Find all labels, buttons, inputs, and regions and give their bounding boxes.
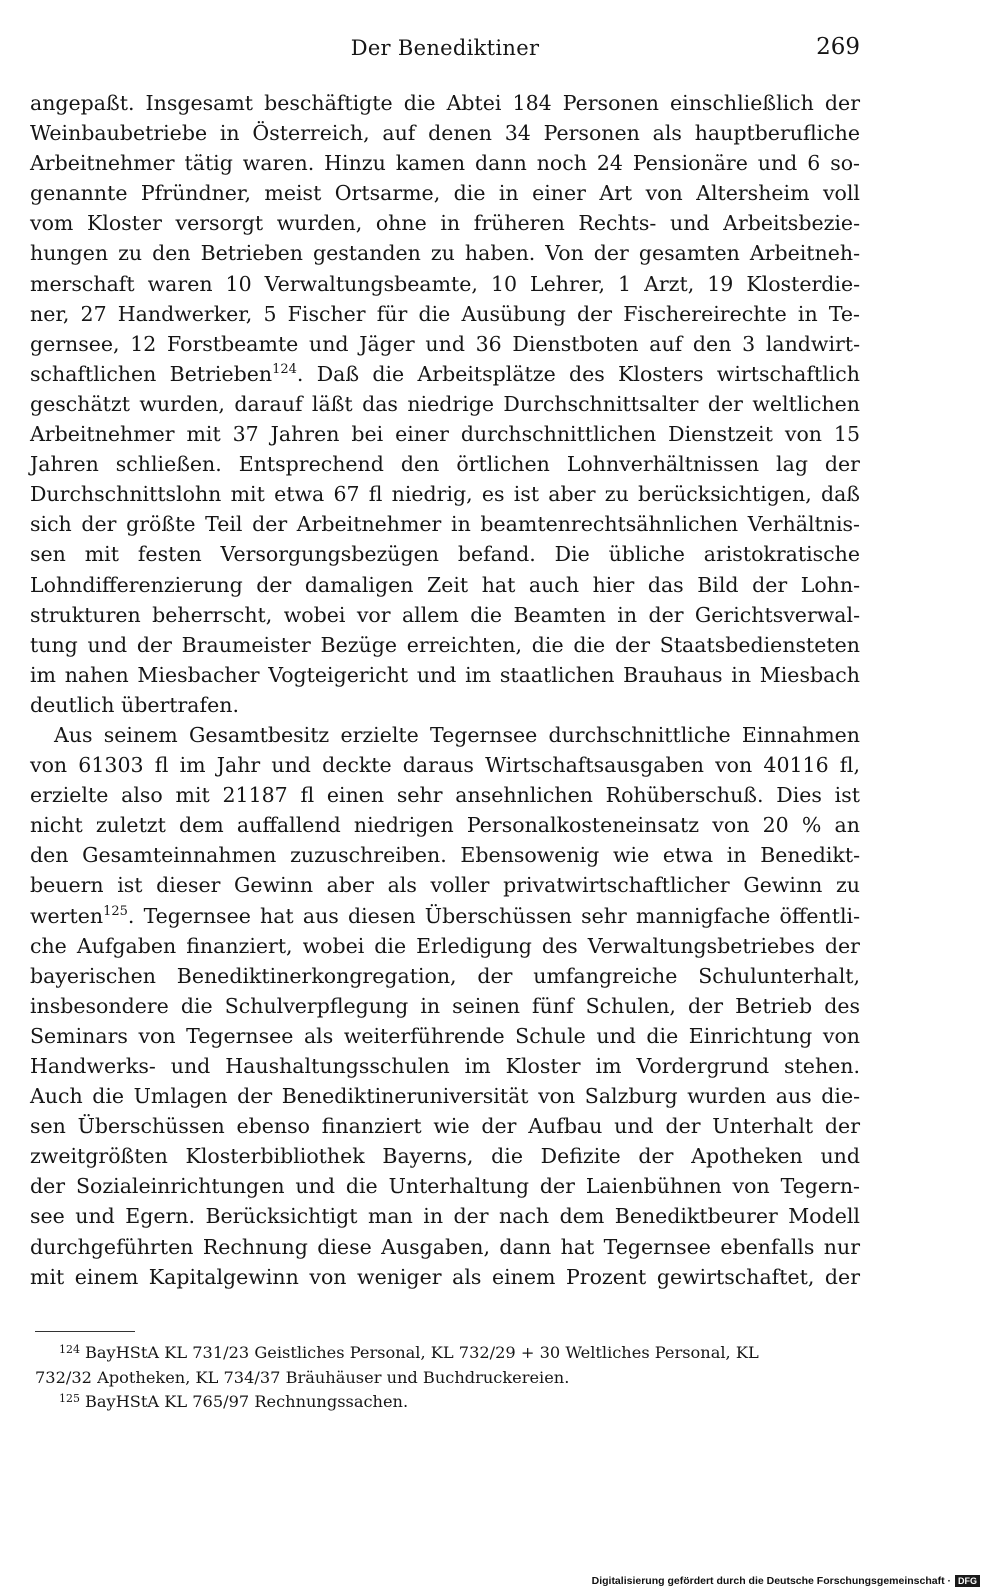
text-line: Lohndifferenzierung der damaligen Zeit hat auch hier das Bild der Lohn-	[30, 572, 860, 597]
text-line: strukturen beherrscht, wobei vor allem die Beamten in der Gerichtsverwal-	[30, 602, 860, 627]
text-line: Jahren schließen. Entsprechend den örtlichen Lohnverhältnissen lag der	[30, 452, 860, 477]
text-line: Weinbaubetriebe in Österreich, auf denen 34 Personen als hauptberufliche	[30, 121, 860, 146]
text-segment: . Daß die Arbeitsplätze des Klosters wirtschaftlich	[296, 361, 860, 386]
text-line: geschätzt wurden, darauf läßt das niedrige Durchschnittsalter der weltlichen	[30, 391, 860, 416]
text-line: sich der größte Teil der Arbeitnehmer in beamtenrechtsähnlichen Verhältnis-	[30, 512, 860, 537]
digitization-credit	[592, 1575, 980, 1587]
text-line: angepaßt. Insgesamt beschäftigte die Abtei 184 Personen einschließlich der	[30, 91, 860, 115]
text-line: hungen zu den Betrieben gestanden zu haben. Von der gesamten Arbeitneh-	[30, 241, 860, 266]
text-line: genannte Pfründner, meist Ortsarme, die in einer Art von Altersheim voll	[30, 181, 860, 206]
page-number: 269	[816, 34, 860, 60]
footnote-line: 732/32 Apotheken, KL 734/37 Bräuhäuser und Buchdruckereien.	[35, 1367, 570, 1387]
text-line: im nahen Miesbacher Vogteigericht und im staatlichen Brauhaus in Miesbach	[30, 662, 860, 687]
text-line: sen Überschüssen ebenso finanziert wie der Aufbau und der Unterhalt der	[30, 1114, 860, 1139]
text-line: Auch die Umlagen der Benediktineruniversität von Salzburg wurden aus die-	[30, 1084, 860, 1109]
text-line: sen mit festen Versorgungsbezügen befand. Die übliche aristokratische	[30, 542, 860, 567]
text-line: gernsee, 12 Forstbeamte und Jäger und 36 Dienstboten auf den 3 landwirt-	[30, 331, 860, 356]
text-segment: BayHStA KL 765/97 Rechnungssachen.	[85, 1392, 409, 1411]
footnote-line	[35, 1390, 860, 1415]
text-line: der Sozialeinrichtungen und die Unterhaltung der Laienbühnen von Tegern-	[30, 1174, 860, 1199]
text-segment: BayHStA KL 731/23 Geistliches Personal, KL 732/29 + 30 Weltliches Personal, KL	[85, 1343, 759, 1362]
text-line	[30, 359, 860, 389]
text-line: tung und der Braumeister Bezüge erreichten, die die der Staatsbediensteten	[30, 632, 860, 657]
footnote-124	[35, 1341, 860, 1390]
text-line	[30, 901, 860, 931]
text-line: von 61303 fl im Jahr und deckte daraus Wirtschaftsausgaben von 40116 fl,	[30, 753, 860, 778]
dfg-logo: DFG	[955, 1575, 980, 1587]
text-line: mit einem Kapitalgewinn von weniger als einem Prozent gewirtschaftet, der	[30, 1264, 860, 1289]
text-segment: . Tegernsee hat aus diesen Überschüssen sehr mannigfache öffentli-	[127, 903, 860, 928]
text-line: vom Kloster versorgt wurden, ohne in früheren Rechts- und Arbeitsbezie-	[30, 211, 860, 236]
text-line: Handwerks- und Haushaltungsschulen im Kloster im Vordergrund stehen.	[30, 1054, 860, 1078]
footnote-ref-125[interactable]: 125	[103, 903, 128, 919]
text-line: den Gesamteinnahmen zuzuschreiben. Ebensowenig wie etwa in Benedikt-	[30, 843, 860, 868]
text-line: Arbeitnehmer mit 37 Jahren bei einer durchschnittlichen Dienstzeit von 15	[30, 422, 860, 447]
paragraph-1	[30, 88, 860, 720]
footnote-125	[35, 1390, 860, 1415]
text-line: che Aufgaben finanziert, wobei die Erledigung des Verwaltungsbetriebes der	[30, 933, 860, 958]
text-line: Aus seinem Gesamtbesitz erzielte Tegernsee durchschnittliche Einnahmen	[54, 722, 860, 747]
text-line: zweitgrößten Klosterbibliothek Bayerns, die Defizite der Apotheken und	[30, 1144, 860, 1169]
main-text	[30, 88, 860, 1292]
footnote-line	[35, 1341, 860, 1366]
text-line: merschaft waren 10 Verwaltungsbeamte, 10 Lehrer, 1 Arzt, 19 Klosterdie-	[30, 271, 860, 296]
footnote-number: 124	[59, 1343, 80, 1356]
text-line: ner, 27 Handwerker, 5 Fischer für die Ausübung der Fischereirechte in Te-	[30, 301, 860, 326]
text-line: Arbeitnehmer tätig waren. Hinzu kamen dann noch 24 Pensionäre und 6 so-	[30, 151, 860, 176]
text-line: insbesondere die Schulverpflegung in seinen fünf Schulen, der Betrieb des	[30, 993, 860, 1018]
footnote-number: 125	[59, 1392, 80, 1405]
text-line: erzielte also mit 21187 fl einen sehr ansehnlichen Rohüberschuß. Dies ist	[30, 783, 860, 808]
running-head	[30, 36, 860, 66]
text-segment: schaftlichen Betrieben	[30, 361, 273, 386]
text-line: see und Egern. Berücksichtigt man in der nach dem Benediktbeurer Modell	[30, 1204, 860, 1229]
footnote-ref-124[interactable]: 124	[272, 361, 297, 377]
text-line: nicht zuletzt dem auffallend niedrigen Personalkosteneinsatz von 20 % an	[30, 813, 860, 838]
footnotes	[35, 1341, 860, 1415]
text-line: beuern ist dieser Gewinn aber als voller privatwirtschaftlicher Gewinn zu	[30, 873, 860, 898]
text-segment: werten	[30, 903, 104, 928]
text-line: bayerischen Benediktinerkongregation, der umfangreiche Schulunterhalt,	[30, 963, 860, 988]
paragraph-2	[30, 720, 860, 1292]
text-line: deutlich übertrafen.	[30, 692, 239, 717]
running-title: Der Benediktiner	[350, 36, 540, 60]
footnote-divider	[35, 1331, 135, 1332]
text-line: Durchschnittslohn mit etwa 67 fl niedrig, es ist aber zu berücksichtigen, daß	[30, 482, 860, 507]
text-line: durchgeführten Rechnung diese Ausgaben, dann hat Tegernsee ebenfalls nur	[30, 1234, 860, 1259]
credit-text: Digitalisierung gefördert durch die Deutsche Forschungsgemeinschaft ·	[591, 1575, 951, 1587]
text-line: Seminars von Tegernsee als weiterführende Schule und die Einrichtung von	[30, 1023, 860, 1048]
